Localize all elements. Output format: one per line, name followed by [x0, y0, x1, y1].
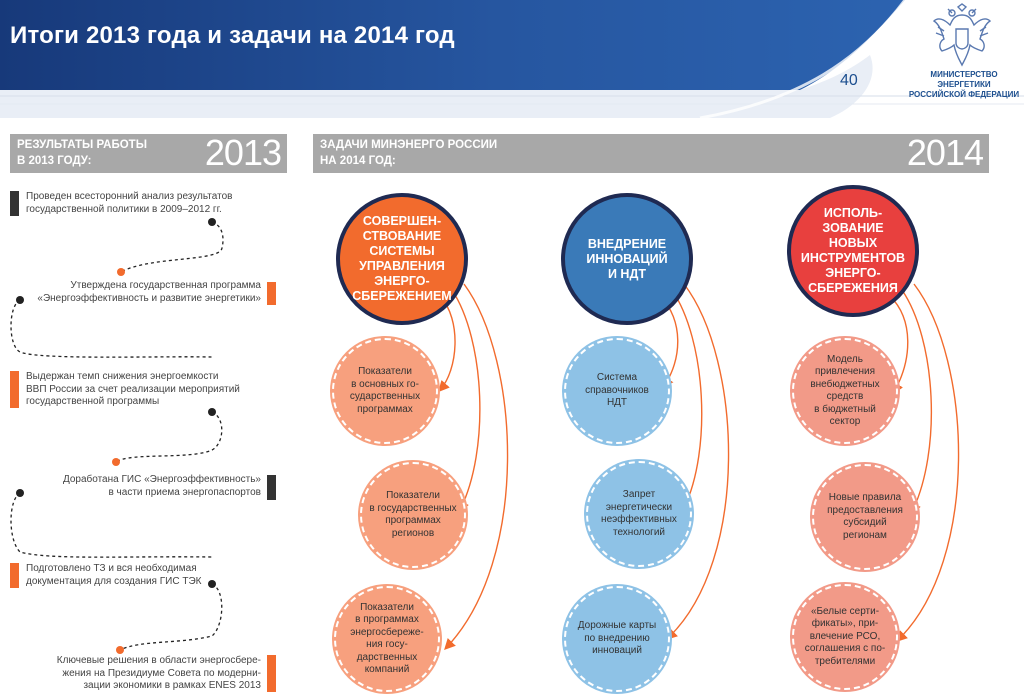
main-label-line: ЭНЕРГО- — [825, 266, 881, 280]
timeline-item-3 — [26, 371, 286, 409]
main-label-line: ИННОВАЦИЙ — [586, 251, 668, 266]
results-year: 2013 — [204, 132, 281, 173]
coat-of-arms-icon — [930, 3, 994, 69]
timeline-item-2-line-2: «Энергоэффективность и развитие энергетики» — [37, 292, 261, 304]
sub-label-line: энергосбереже- — [350, 626, 424, 638]
sub-circle-wrap — [790, 582, 900, 692]
sub-label-line: фикаты», при- — [811, 618, 879, 630]
main-label-line: И НДТ — [607, 266, 646, 281]
sub-label-line: привлечения — [814, 366, 875, 377]
sub-label-line: средств — [826, 391, 864, 402]
main-label-line: ЗОВАНИЕ — [822, 221, 884, 235]
timeline-dot — [208, 218, 216, 226]
sub-circle-subsidy-rules — [812, 464, 918, 570]
main-circle-new-instruments — [787, 185, 919, 317]
sub-label-line: «Белые серти- — [810, 605, 880, 617]
sub-circle-ndt-reference — [564, 338, 670, 444]
main-label-line: СОВЕРШЕН- — [362, 214, 442, 228]
sub-label-line: Показатели — [360, 601, 414, 613]
page-title: Итоги 2013 года и задачи на 2014 год — [10, 22, 455, 49]
timeline-item-1 — [26, 191, 286, 216]
sub-label-line: технологий — [612, 526, 665, 538]
timeline-item-5-line-2: документация для создания ГИС ТЭК — [26, 575, 202, 587]
sub-circle-wrap — [332, 584, 442, 694]
main-circle-innovations — [561, 193, 693, 325]
tasks-2014-label — [320, 137, 497, 169]
timeline-item-6-line-2: жения на Президиуме Совета по модерни- — [62, 667, 261, 679]
sub-label-line: Модель — [827, 353, 863, 365]
sub-label-line: дарственных — [356, 651, 418, 663]
sub-circle-label — [350, 366, 420, 416]
sub-circle-label — [585, 372, 649, 410]
main-label-line: НОВЫХ — [828, 236, 878, 250]
timeline-dot — [112, 458, 120, 466]
sub-label-line: сударственных — [349, 391, 421, 402]
sub-circle-wrap — [330, 336, 440, 446]
sub-label-line: субсидий — [843, 517, 887, 528]
sub-label-line: Показатели — [358, 366, 412, 377]
sub-label-line: НДТ — [606, 397, 628, 409]
sub-circle-wrap — [810, 462, 920, 572]
main-label-line: СБЕРЕЖЕНИЕМ — [352, 289, 452, 303]
sub-label-line: внебюджетных — [810, 378, 880, 390]
timeline-bar — [267, 475, 276, 500]
timeline-dot — [208, 408, 216, 416]
sub-circle-wrap — [358, 460, 468, 570]
main-label-line: ИНСТРУМЕНТОВ — [800, 251, 906, 265]
sub-circle-ban-inefficient — [586, 461, 692, 567]
main-circle-label — [586, 237, 667, 282]
sub-label-line: программах — [385, 515, 441, 526]
timeline-bar — [10, 563, 19, 588]
timeline-item-4-line-1: Доработана ГИС «Энергоэффективность» — [62, 474, 261, 485]
tasks-label-line-2: НА 2014 ГОД: — [320, 155, 396, 167]
sub-label-line: Дорожные карты — [577, 620, 657, 632]
results-label-line-2: В 2013 ГОДУ: — [17, 155, 92, 167]
ministry-line-2: РОССИЙСКОЙ ФЕДЕРАЦИИ — [908, 90, 1020, 99]
timeline-item-5-line-1: Подготовлено ТЗ и вся необходимая — [26, 563, 197, 574]
sub-label-line: Система — [596, 372, 638, 384]
main-label-line: ЭНЕРГО- — [374, 274, 430, 288]
sub-label-line: в бюджетный — [814, 403, 876, 415]
timeline-item-3-line-3: государственной программы — [26, 396, 160, 407]
sub-label-line: в государственных — [369, 502, 457, 514]
timeline-item-6 — [10, 655, 261, 693]
timeline-item-3-line-2: ВВП России за счет реализации мероприятий — [26, 383, 240, 395]
main-label-line: ВНЕДРЕНИЕ — [587, 236, 667, 251]
sub-label-line: соглашения с по- — [804, 643, 886, 655]
main-label-line: УПРАВЛЕНИЯ — [359, 259, 445, 273]
sub-label-line: предоставления — [827, 504, 903, 516]
sub-circle-wrap — [790, 336, 900, 446]
sub-circle-label — [369, 490, 456, 540]
timeline-item-4 — [10, 474, 261, 499]
timeline-item-2-line-1: Утверждена государственная программа — [70, 280, 261, 291]
sub-circle-label — [805, 606, 885, 669]
sub-circle-company-programs — [334, 586, 440, 692]
sub-label-line: в основных го- — [351, 378, 419, 390]
sub-label-line: регионов — [391, 527, 435, 539]
results-label-line-1: РЕЗУЛЬТАТЫ РАБОТЫ — [17, 139, 147, 151]
sub-label-line: в программах — [355, 614, 419, 625]
main-label-line: СБЕРЕЖЕНИЯ — [808, 281, 898, 295]
timeline-item-4-line-2: в части приема энергопаспортов — [108, 486, 261, 498]
timeline-connectors — [0, 0, 300, 696]
sub-circle-wrap — [562, 584, 672, 694]
sub-label-line: неэффективных — [601, 514, 677, 525]
sub-label-line: влечение РСО, — [809, 630, 881, 642]
main-label-line: СТВОВАНИЕ — [362, 229, 442, 243]
sub-label-line: сектор — [829, 416, 861, 427]
timeline-bar — [267, 655, 276, 692]
main-circle-label — [352, 214, 451, 304]
main-label-line: ИСПОЛЬ- — [823, 206, 883, 220]
main-circle-energy-management — [336, 193, 468, 325]
sub-circle-label — [578, 620, 656, 658]
main-circle-label — [801, 206, 905, 296]
sub-circle-label — [827, 492, 903, 542]
sub-circle-label — [350, 602, 424, 677]
tasks-year: 2014 — [906, 132, 983, 173]
sub-circle-regional-programs — [360, 462, 466, 568]
sub-label-line: требителями — [814, 655, 876, 667]
sub-label-line: программах — [357, 403, 413, 415]
timeline-item-3-line-1: Выдержан темп снижения энергоемкости — [26, 371, 219, 382]
sub-circle-extrabudget-model — [792, 338, 898, 444]
sub-circle-white-certificates — [792, 584, 898, 690]
sub-label-line: регионам — [843, 529, 887, 541]
sub-label-line: энергетически — [605, 501, 673, 513]
timeline-bar — [10, 371, 19, 408]
sub-circle-label — [810, 354, 879, 429]
timeline-item-1-line-1: Проведен всесторонний анализ результатов — [26, 191, 233, 202]
sub-label-line: ния госу- — [366, 639, 408, 650]
timeline-item-1-line-2: государственной политики в 2009–2012 гг. — [26, 203, 222, 215]
timeline-dot — [117, 268, 125, 276]
sub-label-line: инноваций — [592, 645, 642, 657]
sub-circle-roadmaps — [564, 586, 670, 692]
sub-label-line: по внедрению — [584, 632, 650, 644]
timeline-item-6-line-3: зации экономики в рамках ENES 2013 — [83, 680, 261, 691]
timeline-dot — [116, 646, 124, 654]
sub-circle-wrap — [562, 336, 672, 446]
page-number: 40 — [840, 72, 858, 89]
timeline-item-5 — [26, 563, 286, 588]
timeline-bar — [10, 191, 19, 216]
sub-label-line: компаний — [364, 664, 410, 675]
main-label-line: СИСТЕМЫ — [369, 244, 435, 258]
sub-circle-wrap — [584, 459, 694, 569]
ministry-line-1: МИНИСТЕРСТВО ЭНЕРГЕТИКИ — [930, 70, 998, 89]
sub-label-line: Запрет — [622, 489, 656, 500]
sub-circle-label — [601, 489, 677, 539]
timeline-item-6-line-1: Ключевые решения в области энергосбере- — [56, 655, 261, 666]
timeline-bar — [267, 282, 276, 305]
sub-label-line: Новые правила — [828, 492, 902, 503]
ministry-name — [905, 70, 1023, 100]
sub-label-line: справочников — [585, 384, 649, 396]
tasks-2014-header — [313, 134, 989, 173]
tasks-label-line-1: ЗАДАЧИ МИНЭНЕРГО РОССИИ — [320, 139, 498, 151]
sub-circle-state-programs — [332, 338, 438, 444]
timeline-item-2 — [10, 280, 261, 305]
sub-label-line: Показатели — [386, 490, 440, 501]
